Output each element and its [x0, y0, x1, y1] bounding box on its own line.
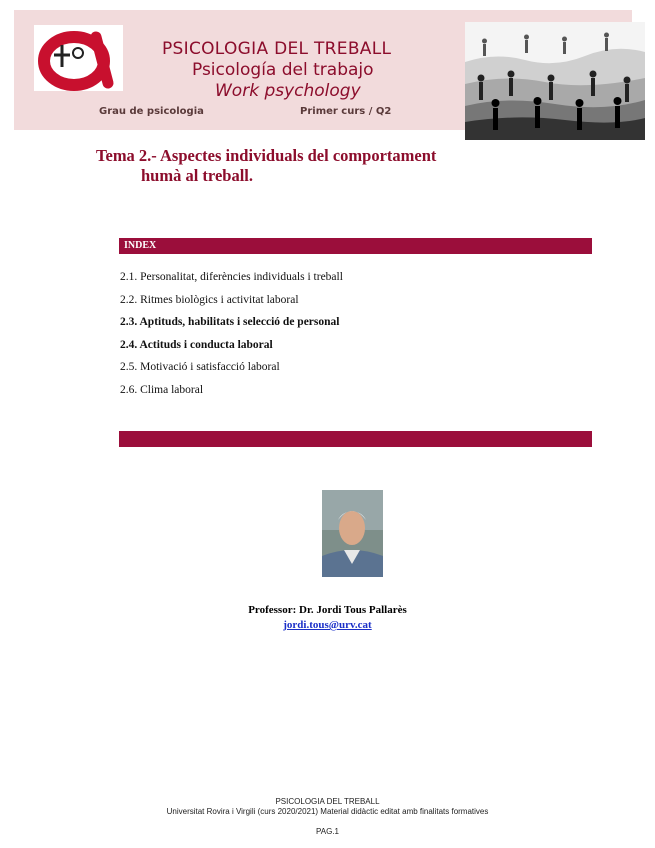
topic-title-line2: humà al treball.: [141, 166, 253, 185]
index-item: 2.5. Motivació i satisfacció laboral: [120, 361, 280, 373]
index-header-bar: [119, 238, 592, 254]
index-item: 2.1. Personalitat, diferències individuals i treball: [120, 271, 343, 283]
degree-label: Grau de psicologia: [99, 106, 204, 117]
index-item: 2.6. Clima laboral: [120, 383, 204, 396]
urv-logo-icon: [34, 25, 123, 91]
index-list: [120, 268, 343, 403]
footer-title: PSICOLOGIA DEL TREBALL: [275, 797, 380, 806]
professor-email-link[interactable]: jordi.tous@urv.cat: [283, 619, 372, 631]
professor-name: Professor: Dr. Jordi Tous Pallarès: [248, 604, 407, 616]
index-item: 2.2. Ritmes biològics i activitat laboral: [120, 293, 299, 306]
title-english: Work psychology: [215, 81, 361, 101]
course-label: Primer curs / Q2: [300, 106, 392, 117]
index-item: 2.3. Aptituds, habilitats i selecció de personal: [120, 316, 340, 328]
index-label: INDEX: [124, 240, 157, 251]
professor-portrait-image: [322, 490, 383, 577]
page-number: PAG.1: [316, 827, 339, 836]
professor-email-container: [0, 619, 655, 631]
topic-title-line1: Tema 2.- Aspectes individuals del comportament: [96, 146, 437, 165]
title-spanish: Psicología del trabajo: [192, 60, 374, 80]
topic-title: [96, 146, 436, 186]
index-item: 2.4. Actituds i conducta laboral: [120, 338, 273, 351]
document-header: [14, 10, 632, 130]
footer-note: Universitat Rovira i Virgili (curs 2020/2021) Material didàctic editat amb finalitats formatives: [166, 807, 489, 816]
section-divider-bar: [119, 431, 592, 447]
title-catalan: PSICOLOGIA DEL TREBALL: [162, 39, 392, 59]
workers-silhouette-image: [465, 22, 645, 140]
